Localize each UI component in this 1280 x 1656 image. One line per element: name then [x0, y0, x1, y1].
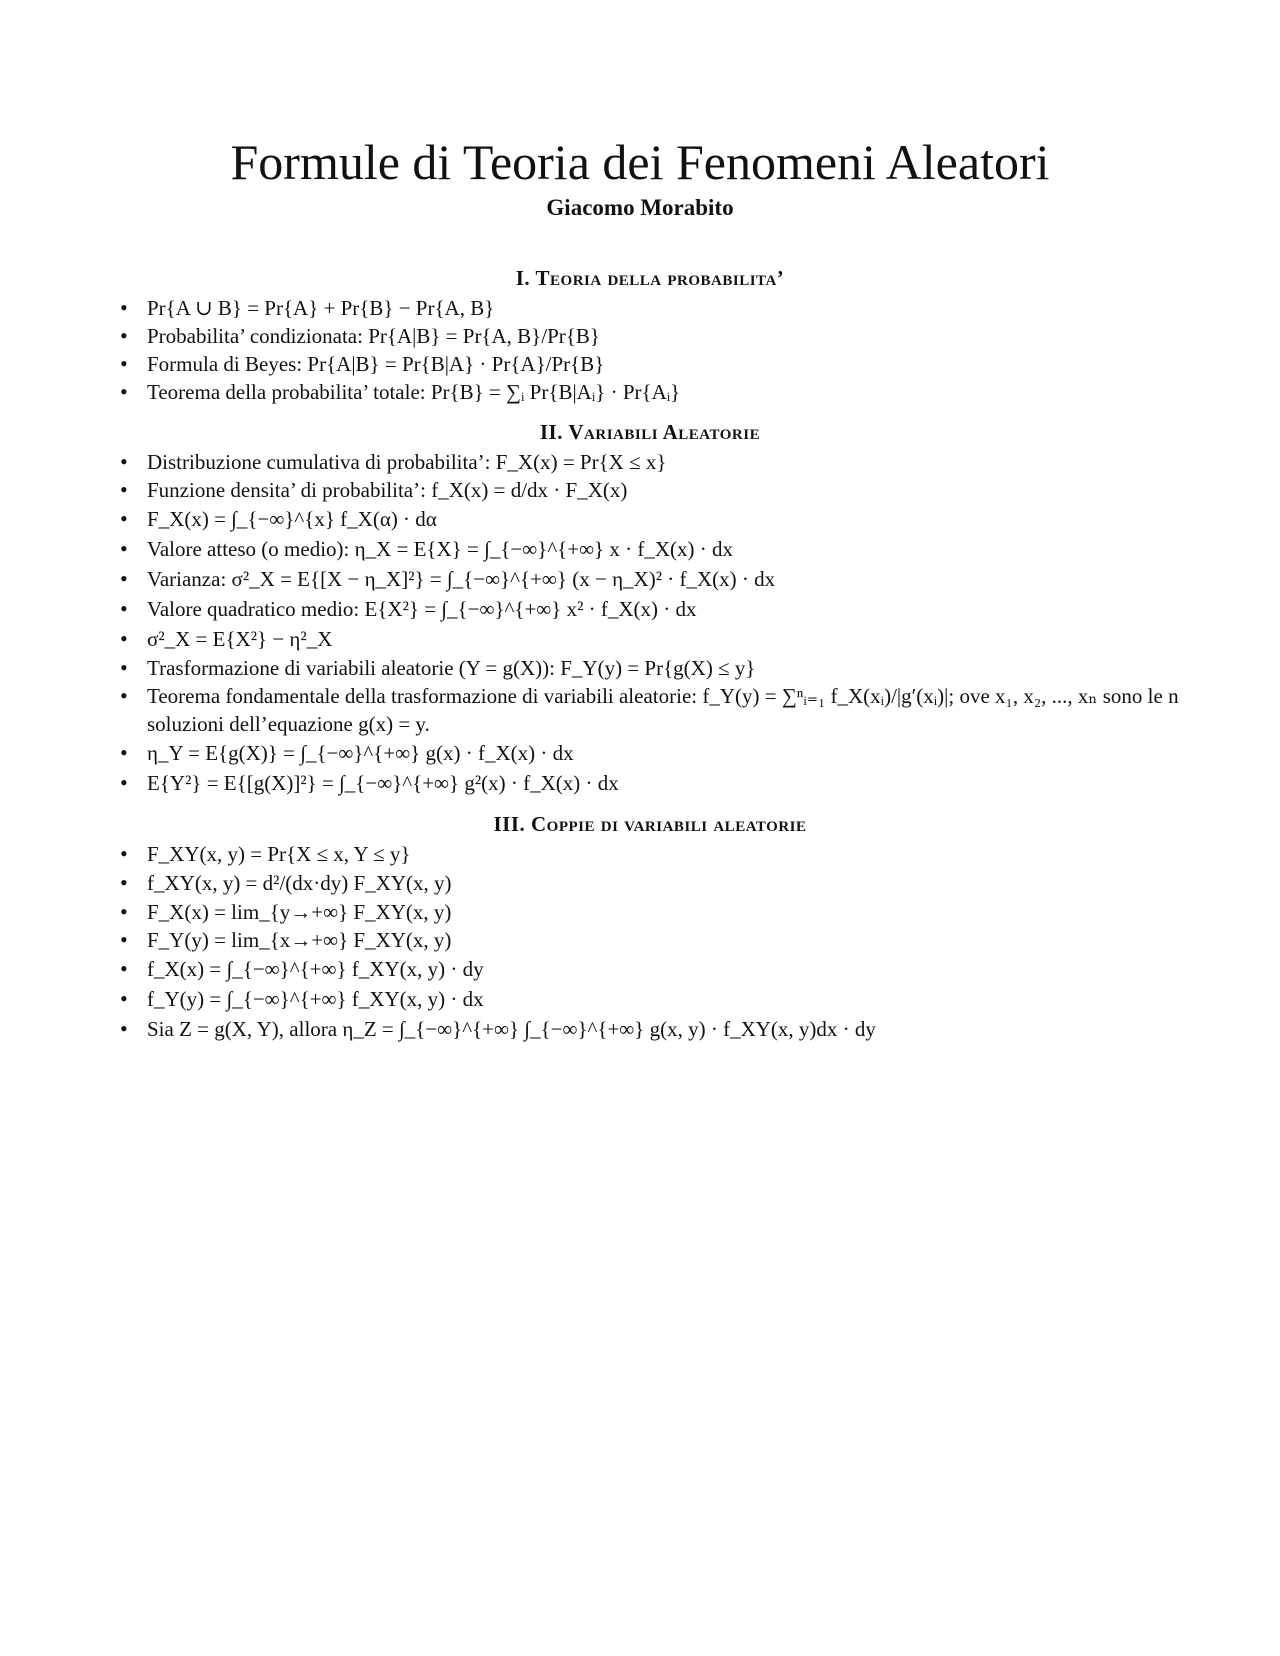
section-number: II. — [539, 420, 563, 444]
section-heading-2 — [120, 416, 1180, 448]
section-number: I. — [515, 266, 531, 290]
author-name: Giacomo Morabito — [546, 195, 734, 220]
section-heading-1 — [120, 262, 1180, 294]
formula-list-variable-pairs — [120, 840, 1180, 1044]
document-title: Formule di Teoria dei Fenomeni Aleatori — [230, 133, 1050, 190]
formula-item: • Trasformazione di variabili aleatorie (Y = g(X)): F_Y(y) = Pr{g(X) ≤ y} — [120, 654, 1180, 682]
formula-item: • E{Y²} = E{[g(X)]²} = ∫_{−∞}^{+∞} g²(x) · f_X(x) · dx — [120, 768, 1180, 798]
formula-item: • F_Y(y) = lim_{x→+∞} F_XY(x, y) — [120, 926, 1180, 954]
formula-item: • σ²_X = E{X²} − η²_X — [120, 624, 1180, 654]
formula-item: • Probabilita’ condizionata: Pr{A|B} = Pr{A, B}/Pr{B} — [120, 322, 1180, 350]
formula-item: • Sia Z = g(X, Y), allora η_Z = ∫_{−∞}^{+∞} ∫_{−∞}^{+∞} g(x, y) · f_XY(x, y)dx · dy — [120, 1014, 1180, 1044]
section-title: Teoria della probabilita’ — [535, 266, 785, 290]
formula-item: • Pr{A ∪ B} = Pr{A} + Pr{B} − Pr{A, B} — [120, 294, 1180, 322]
formula-item: • Valore atteso (o medio): η_X = E{X} = ∫_{−∞}^{+∞} x · f_X(x) · dx — [120, 534, 1180, 564]
formula-item: • F_X(x) = ∫_{−∞}^{x} f_X(α) · dα — [120, 504, 1180, 534]
formula-list-probability — [120, 294, 1180, 406]
formula-item: • F_X(x) = lim_{y→+∞} F_XY(x, y) — [120, 898, 1180, 926]
formula-item: • Distribuzione cumulativa di probabilita’: F_X(x) = Pr{X ≤ x} — [120, 448, 1180, 476]
formula-list-random-variables — [120, 448, 1180, 798]
section-heading-3 — [120, 808, 1180, 840]
section-title: Variabili Aleatorie — [568, 420, 761, 444]
formula-item: • f_X(x) = ∫_{−∞}^{+∞} f_XY(x, y) · dy — [120, 954, 1180, 984]
formula-item: • Teorema fondamentale della trasformazione di variabili aleatorie: f_Y(y) = ∑ⁿᵢ₌₁ f_X(xᵢ)/|g′(xᵢ)|; ove x₁, x₂, ..., xₙ sono le n soluzioni dell’equazione g(x) = y. — [120, 682, 1180, 738]
formula-item: • f_XY(x, y) = d²/(dx·dy) F_XY(x, y) — [120, 868, 1180, 898]
formula-item: • f_Y(y) = ∫_{−∞}^{+∞} f_XY(x, y) · dx — [120, 984, 1180, 1014]
formula-item: • Formula di Beyes: Pr{A|B} = Pr{B|A} · Pr{A}/Pr{B} — [120, 350, 1180, 378]
formula-item: • Valore quadratico medio: E{X²} = ∫_{−∞}^{+∞} x² · f_X(x) · dx — [120, 594, 1180, 624]
formula-item: • Teorema della probabilita’ totale: Pr{B} = ∑ᵢ Pr{B|Aᵢ} · Pr{Aᵢ} — [120, 378, 1180, 406]
formula-item: • Funzione densita’ di probabilita’: f_X(x) = d/dx · F_X(x) — [120, 476, 1180, 504]
document-body — [120, 262, 1180, 1054]
formula-item: • F_XY(x, y) = Pr{X ≤ x, Y ≤ y} — [120, 840, 1180, 868]
section-title: Coppie di variabili aleatorie — [531, 812, 807, 836]
section-number: III. — [493, 812, 526, 836]
formula-item: • Varianza: σ²_X = E{[X − η_X]²} = ∫_{−∞}^{+∞} (x − η_X)² · f_X(x) · dx — [120, 564, 1180, 594]
formula-item: • η_Y = E{g(X)} = ∫_{−∞}^{+∞} g(x) · f_X(x) · dx — [120, 738, 1180, 768]
